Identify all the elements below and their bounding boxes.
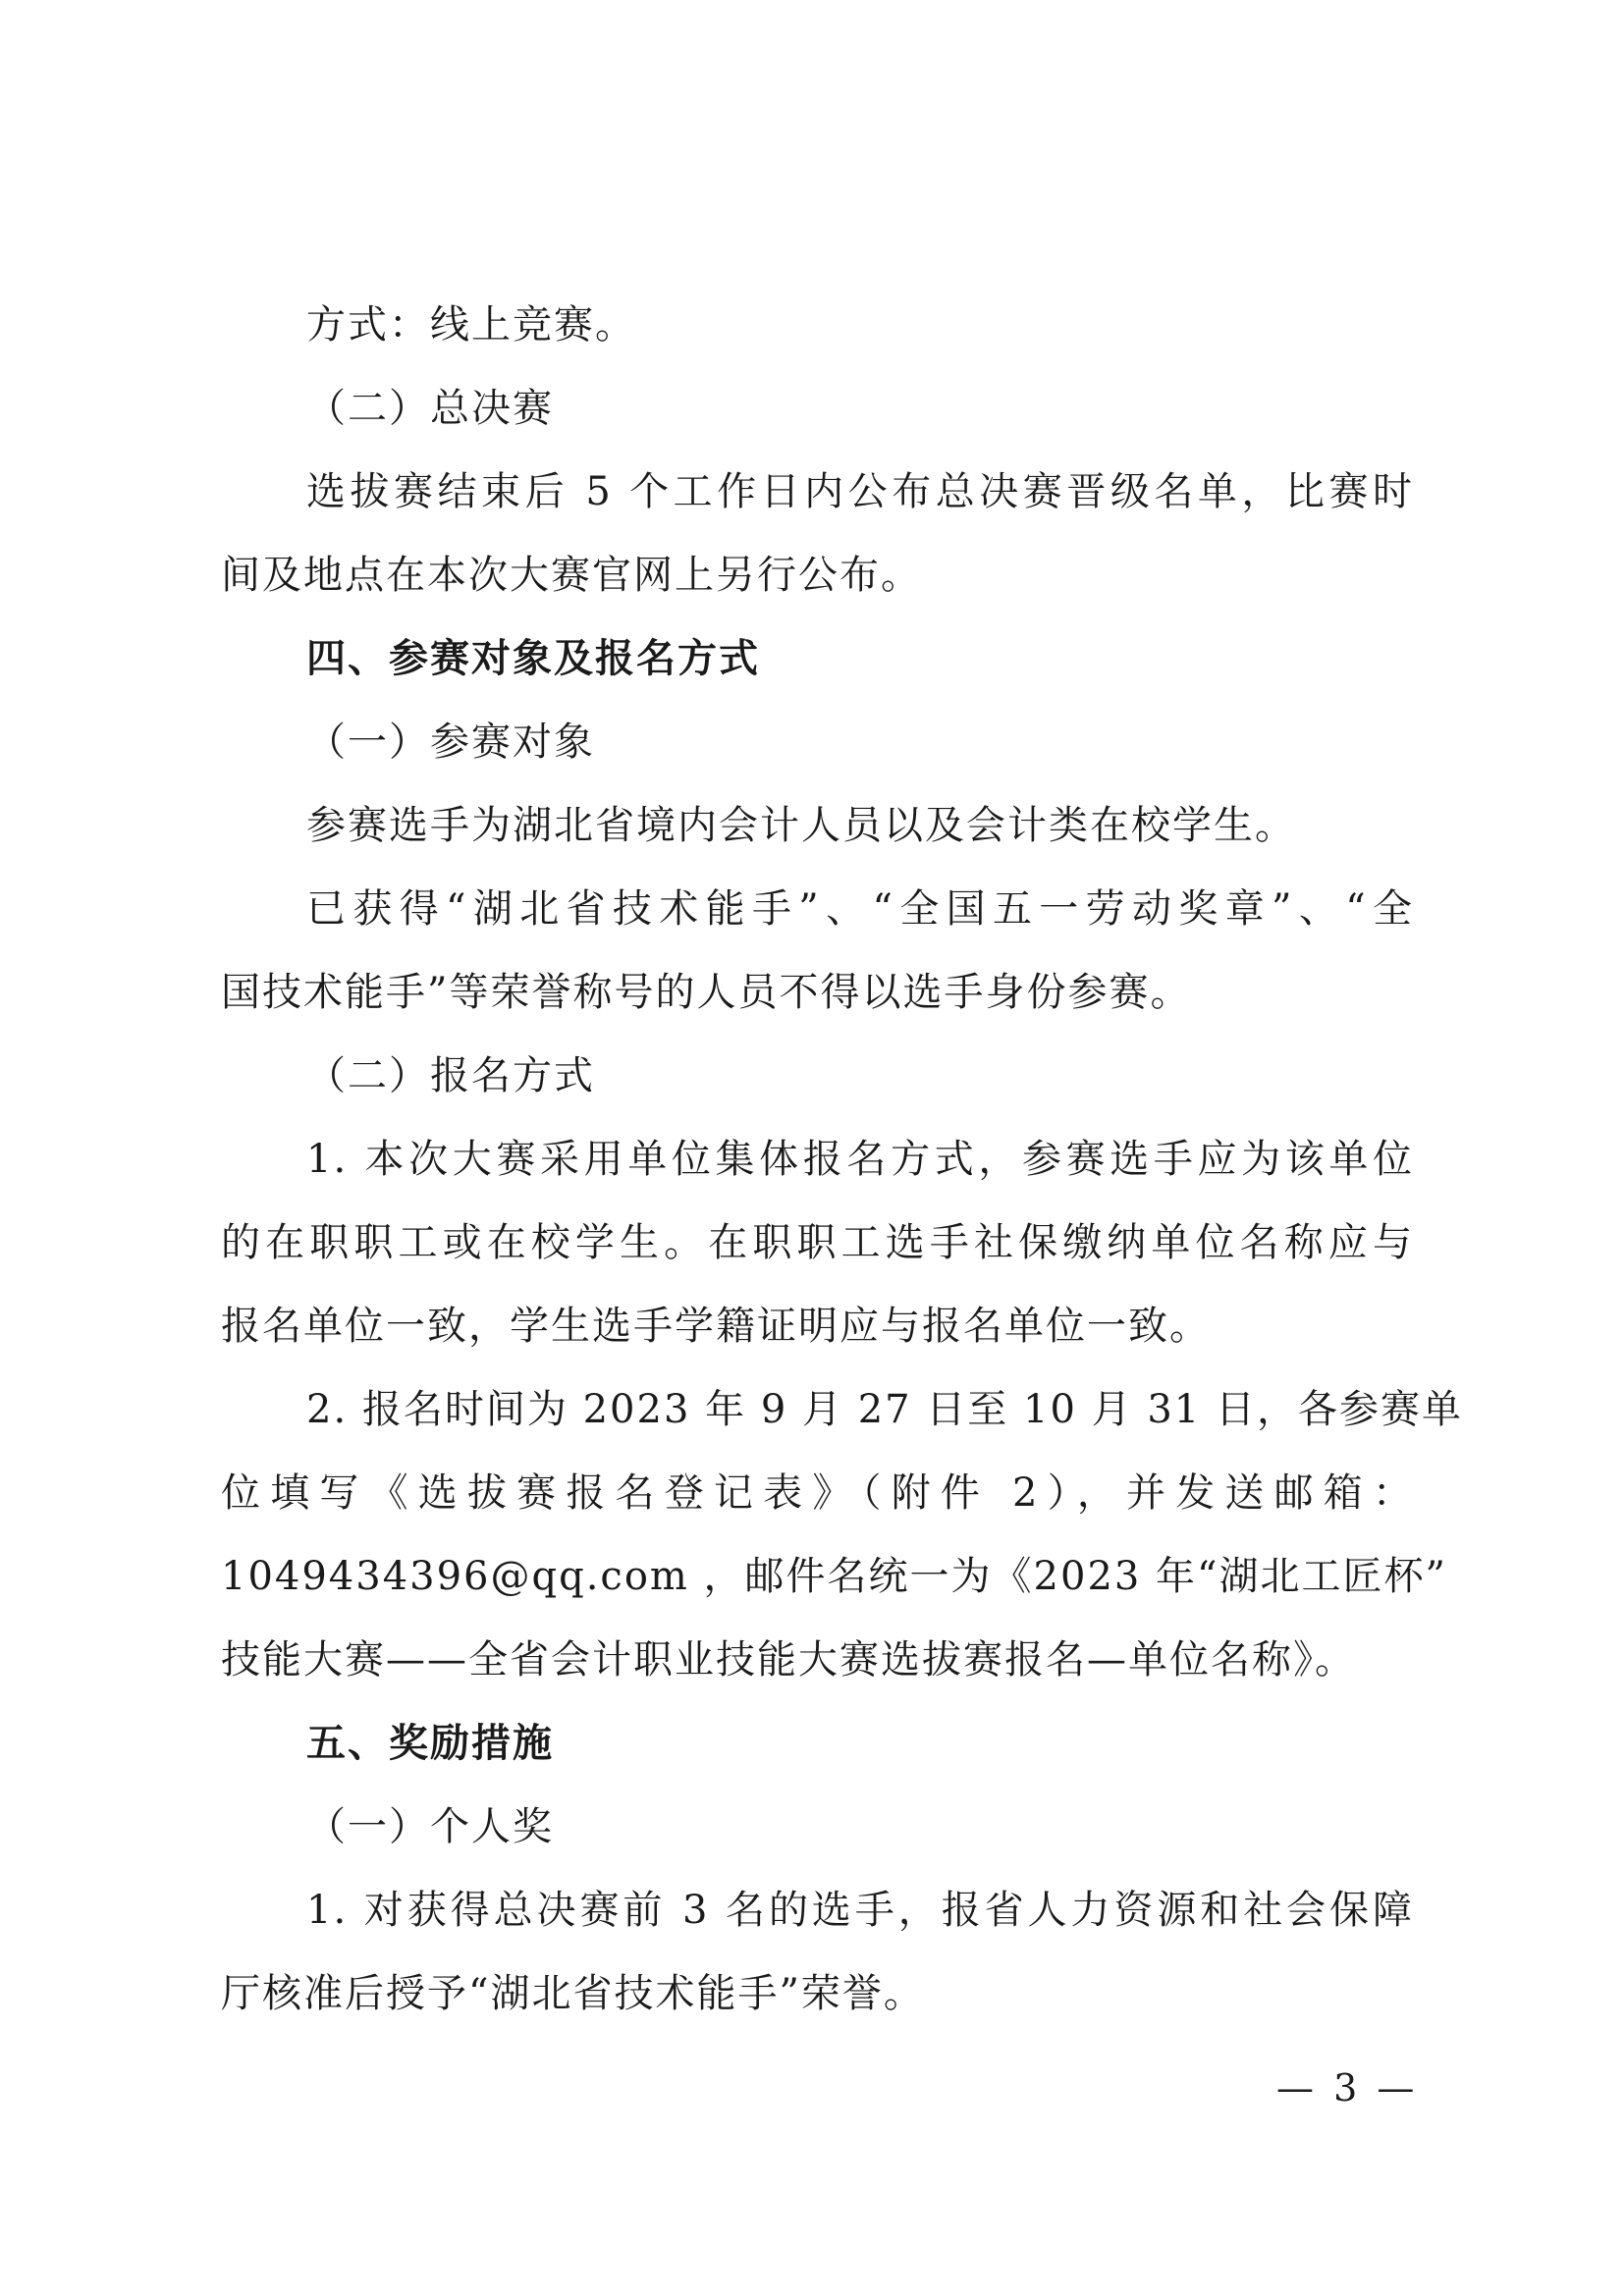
subheading-registration: （二）报名方式 <box>306 1053 595 1098</box>
text-line-final-2: 间及地点在本次大赛官网上另行公布。 <box>221 553 922 598</box>
page-number: — 3 — <box>1276 2066 1419 2109</box>
text-line-method-online: 方式：线上竞赛。 <box>306 302 636 347</box>
text-line-registration-1c: 报名单位一致，学生选手学籍证明应与报名单位一致。 <box>221 1304 1211 1349</box>
text-line-registration-2b: 位填写《选拔赛报名登记表》（附件 2），并发送邮箱： <box>221 1470 1414 1516</box>
subheading-participants: （一）参赛对象 <box>306 720 595 765</box>
text-line-award-1a: 1. 对获得总决赛前 3 名的选手，报省人力资源和社会保障 <box>306 1888 1414 1933</box>
text-line-registration-1a: 1. 本次大赛采用单位集体报名方式，参赛选手应为该单位 <box>306 1137 1414 1182</box>
subheading-final: （二）总决赛 <box>306 386 554 431</box>
text-line-registration-2d: 技能大赛——全省会计职业技能大赛选拔赛报名—单位名称》。 <box>221 1637 1356 1682</box>
text-line-exclusion-1: 已获得“湖北省技术能手”、“全国五一劳动奖章”、“全 <box>306 886 1414 932</box>
text-line-registration-2a: 2. 报名时间为 2023 年 9 月 27 日至 10 月 31 日，各参赛单 <box>306 1387 1463 1432</box>
subheading-individual-award: （一）个人奖 <box>306 1804 554 1849</box>
text-line-registration-2c-email: 1049434396@qq.com ，邮件名统一为《2023 年“湖北工匠杯” <box>221 1554 1447 1599</box>
text-line-award-1b: 厅核准后授予“湖北省技术能手”荣誉。 <box>221 1971 925 2016</box>
text-line-exclusion-2: 国技术能手”等荣誉称号的人员不得以选手身份参赛。 <box>221 970 1192 1015</box>
text-line-participants: 参赛选手为湖北省境内会计人员以及会计类在校学生。 <box>306 803 1296 848</box>
text-line-registration-1b: 的在职职工或在校学生。在职职工选手社保缴纳单位名称应与 <box>221 1220 1414 1265</box>
text-line-final-1: 选拔赛结束后 5 个工作日内公布总决赛晋级名单，比赛时 <box>306 469 1414 514</box>
section-heading-rewards: 五、奖励措施 <box>306 1721 554 1766</box>
section-heading-participants: 四、参赛对象及报名方式 <box>306 636 760 681</box>
